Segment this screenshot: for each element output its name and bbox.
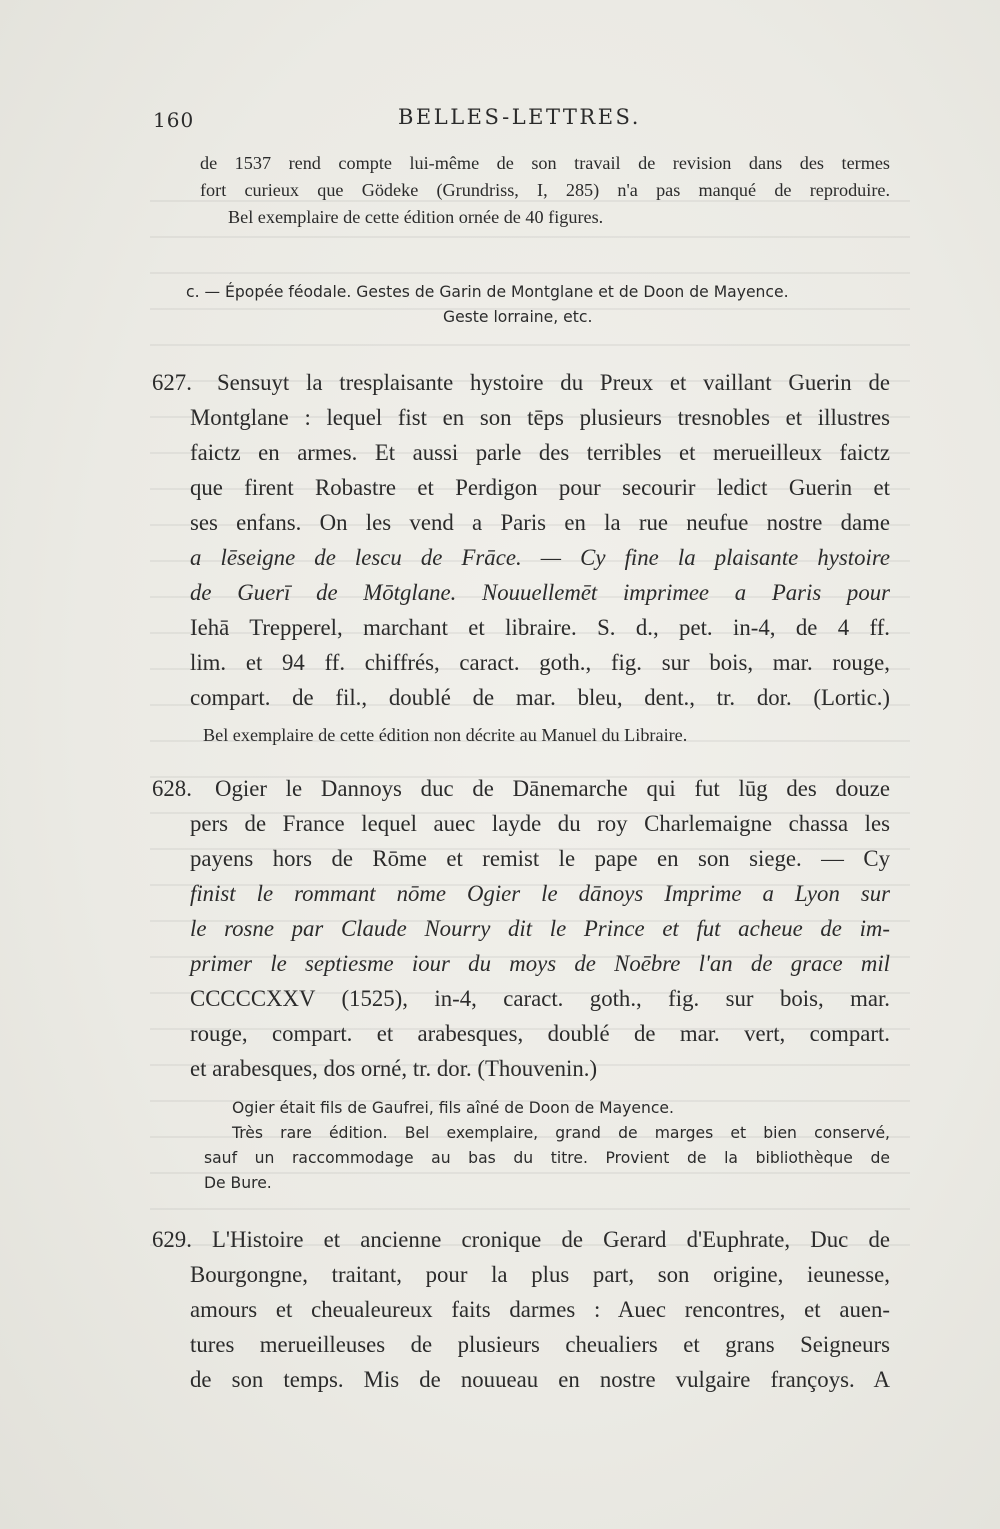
entry-628-note: sauf un raccommodage au bas du titre. Provient de la bibliothèque de: [204, 1149, 890, 1167]
entry-627-line: que firent Robastre et Perdigon pour secourir ledict Guerin et: [190, 475, 890, 500]
entry-627-line: de Guerī de Mōtglane. Nouuellemēt imprimee a Paris pour: [190, 580, 890, 605]
entry-629-line: de son temps. Mis de nouueau en nostre vulgaire françoys. A: [190, 1367, 890, 1392]
entry-627-note: Bel exemplaire de cette édition non décrite au Manuel du Libraire.: [203, 725, 688, 745]
entry-627-line: compart. de fil., doublé de mar. bleu, dent., tr. dor. (Lortic.): [190, 685, 890, 710]
intro-line-3: Bel exemplaire de cette édition ornée de 40 figures.: [228, 207, 604, 227]
entry-628-line: payens hors de Rōme et remist le pape en son siege. — Cy: [190, 846, 890, 871]
entry-628-line: rouge, compart. et arabesques, doublé de mar. vert, compart.: [190, 1021, 890, 1046]
entry-627-line: Iehā Trepperel, marchant et libraire. S. d., pet. in-4, de 4 ff.: [190, 615, 890, 640]
entry-627-line: a lēseigne de lescu de Frāce. — Cy fine la plaisante hystoire: [190, 545, 890, 570]
running-title: BELLES-LETTRES.: [398, 105, 641, 129]
entry-628-line: Ogier le Dannoys duc de Dānemarche qui fut lūg des douze: [215, 776, 890, 801]
intro-line-1: de 1537 rend compte lui-même de son travail de revision dans des termes: [200, 153, 890, 173]
entry-629-number: 629.: [152, 1227, 192, 1252]
entry-628-line: finist le rommant nōme Ogier le dānoys Imprime a Lyon sur: [190, 881, 890, 906]
entry-628-note: Très rare édition. Bel exemplaire, grand de marges et bien conservé,: [232, 1124, 890, 1142]
entry-628-line: le rosne par Claude Nourry dit le Prince et fut acheue de im-: [190, 916, 890, 941]
entry-629-line: amours et cheualeureux faits darmes : Auec rencontres, et auen-: [190, 1297, 890, 1322]
entry-629-line: tures merueilleuses de plusieurs cheualiers et grans Seigneurs: [190, 1332, 890, 1357]
entry-627-line: ses enfans. On les vend a Paris en la rue neufue nostre dame: [190, 510, 890, 535]
entry-629-line: L'Histoire et ancienne cronique de Gerard d'Euphrate, Duc de: [212, 1227, 890, 1252]
entry-628-line: et arabesques, dos orné, tr. dor. (Thouvenin.): [190, 1056, 598, 1081]
entry-628-note: De Bure.: [204, 1174, 272, 1192]
entry-628-line: primer le septiesme iour du moys de Noēbre l'an de grace mil: [190, 951, 890, 976]
section-subheading: Geste lorraine, etc.: [443, 308, 593, 326]
section-heading: c. — Épopée féodale. Gestes de Garin de Montglane et de Doon de Mayence.: [186, 283, 789, 301]
entry-627-line: Montglane : lequel fist en son tēps plusieurs tresnobles et illustres: [190, 405, 890, 430]
entry-628-line: pers de France lequel auec layde du roy Charlemaigne chassa les: [190, 811, 890, 836]
entry-629-line: Bourgongne, traitant, pour la plus part, son origine, ieunesse,: [190, 1262, 890, 1287]
page-number: 160: [153, 108, 195, 132]
entry-627-line: Sensuyt la tresplaisante hystoire du Preux et vaillant Guerin de: [217, 370, 890, 395]
entry-628-line: CCCCCXXV (1525), in-4, caract. goth., fig. sur bois, mar.: [190, 986, 890, 1011]
entry-627-number: 627.: [152, 370, 192, 395]
entry-628-number: 628.: [152, 776, 192, 801]
entry-627-line: lim. et 94 ff. chiffrés, caract. goth., fig. sur bois, mar. rouge,: [190, 650, 890, 675]
entry-628-note: Ogier était fils de Gaufrei, fils aîné de Doon de Mayence.: [232, 1099, 674, 1117]
intro-line-2: fort curieux que Gödeke (Grundriss, I, 285) n'a pas manqué de reproduire.: [200, 180, 890, 200]
entry-627-line: faictz en armes. Et aussi parle des terribles et merueilleux faictz: [190, 440, 890, 465]
